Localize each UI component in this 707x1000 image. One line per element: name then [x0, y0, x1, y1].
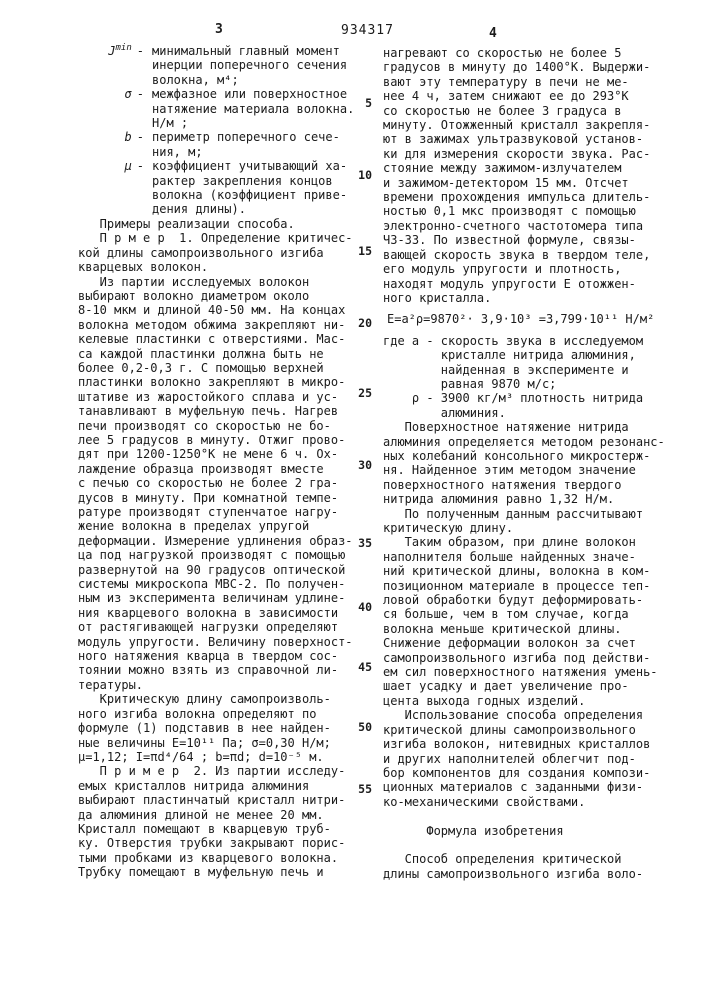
symbol-sigma: σ -: [124, 87, 144, 102]
line-number-45: 45: [358, 660, 372, 674]
symbol-b: b -: [124, 130, 144, 145]
symbol-jmin: J min -: [108, 43, 144, 58]
line-number-5: 5: [365, 96, 372, 110]
right-page-number: 4: [489, 26, 497, 41]
right-column: [383, 46, 679, 881]
definition-row-b: [78, 130, 370, 159]
definition-text-jmin: минимальный главный момент инерции поперечного сечения волокна, м⁴;: [152, 44, 348, 87]
definition-row-sigma: [78, 87, 370, 130]
line-number-30: 30: [358, 458, 372, 472]
definition-text-b: периметр поперечного сече- ния, м;: [152, 130, 340, 159]
definition-row-mu: [78, 159, 370, 217]
line-number-55: 55: [358, 782, 372, 796]
line-number-25: 25: [358, 386, 372, 400]
definition-text-sigma: межфазное или поверхностное натяжение материала волокна. Н/м ;: [152, 87, 355, 131]
line-number-35: 35: [358, 536, 372, 550]
line-number-40: 40: [358, 600, 372, 614]
left-column-text: Примеры реализации способа. П р м е р 1. Определение критичес- кой длины самопроизвольного изгиба кварцевых волокон. Из партии исследуемых волокон выбирают волокно диаметром около 8-10 мкм и длиной 40-50 мм. На концах волокна методом обжима закрепляют ни- келевые пластинки с отверстиями. Мас- са каждой пластинки должна быть не более 0,2-0,3 г. С помощью верхней пластинки волокно закрепляют в микро- штативе из жаростойкого сплава и ус- танавливают в муфельную печь. Нагрев печи производят со скоростью не бо- лее 5 градусов в минуту. Отжиг прово- дят при 1200-1250°К не мене 6 ч. Ох- лаждение образца производят вместе с печью со скоростью не более 2 гра- дусов в минуту. При комнатной темпе- ратуре производят ступенчатое нагру- жение волокна в пределах упругой деформации. Измерение удлинения образ- ца под нагрузкой производят с помощью развернутой на 90 градусов оптической системы микроскопа МВС-2. По получен- ным из эксперимента величинам удлине- ния кварцевого волокна в зависимости от растягивающей нагрузки определяют модуль упругости. Величину поверхност- ного натяжения кварца в твердом сос- тоянии можно взять из справочной ли- тературы. Критическую длину самопроизволь- ного изгиба волокна определяют по формуле (1) подставив в нее найден- ные величины Е=10¹¹ Па; σ=0,30 Н/м; μ=1,12; I=πd⁴/64 ; b=πd; d=10⁻⁵ м. П р и м е р 2. Из партии исследу- емых кристаллов нитрида алюминия выбирают пластинчатый кристалл нитри- да алюминия длиной не менее 20 мм. Кристалл помещают в кварцевую труб- ку. Отверстия трубки закрывают порис- тыми пробками из кварцевого волокна. Трубку помещают в муфельную печь и: [78, 216, 353, 880]
patent-number: 934317: [341, 23, 394, 38]
left-column: [78, 44, 370, 880]
elastic-modulus-formula: Е=а²ρ=9870²· 3,9·10³ =3,799·10¹¹ Н/м²: [387, 312, 655, 327]
right-column-text-top: нагревают со скоростью не более 5 градусов в минуту до 1400°К. Выдержи- вают эту температуру в печи не ме- нее 4 ч, затем снижают ее до 293°К со скоростью не более 3 градуса в минуту. Отожженный кристалл закрепля- ют в зажимах ультразвуковой установ- ки для измерения скорости звука. Рас- стояние между зажимом-излучателем и зажимом-детектором 15 мм. Отсчет времени прохождения импульса длитель- ностью 0,1 мкс производят с помощью электронно-счетного частотомера типа Ч3-33. По известной формуле, связы- вающей скорость звука в твердом теле, его модуль упругости и плотность, находят модуль упругости Е отожжен- ного кристалла.: [383, 46, 651, 305]
definition-text-mu: коэффициент учитывающий ха- рактер закрепления концов волокна (коэффициент приве- дения длины).: [152, 159, 348, 217]
left-page-number: 3: [215, 22, 223, 37]
line-number-20: 20: [358, 316, 372, 330]
line-number-15: 15: [358, 244, 372, 258]
definition-row-jmin: [78, 44, 370, 87]
line-number-10: 10: [358, 168, 372, 182]
symbol-mu: μ -: [124, 159, 144, 174]
right-column-text-bottom: где а - скорость звука в исследуемом кристалле нитрида алюминия, найденная в эксперименте и равная 9870 м/с; ρ - 3900 кг/м³ плотность нитрида алюминия. Поверхностное натяжение нитрида алюминия определяется методом резонанс- ных колебаний консольного микростерж- ня. Найденное этим методом значение поверхностного натяжения твердого нитрида алюминия равно 1,32 Н/м. По полученным данным рассчитывают критическую длину. Таким образом, при длине волокон наполнителя больше найденных значе- ний критической длины, волокна в ком- позиционном материале в процессе теп- ловой обработки будут деформировать- ся больше, чем в том случае, когда волокна меньше критической длины. Снижение деформации волокон за счет самопроизвольного изгиба под действи- ем сил поверхностного натяжения умень- шает усадку и дает увеличение про- цента выхода годных изделий. Использование способа определения критической длины самопроизвольного изгиба волокон, нитевидных кристаллов и других наполнителей облегчит под- бор компонентов для создания компози- ционных материалов с заданными физи- ко-механическими свойствами. Формула изобретения Способ определения критической длины самопроизвольного изгиба воло-: [383, 333, 665, 881]
symbol-definitions: [78, 44, 370, 217]
line-number-50: 50: [358, 720, 372, 734]
